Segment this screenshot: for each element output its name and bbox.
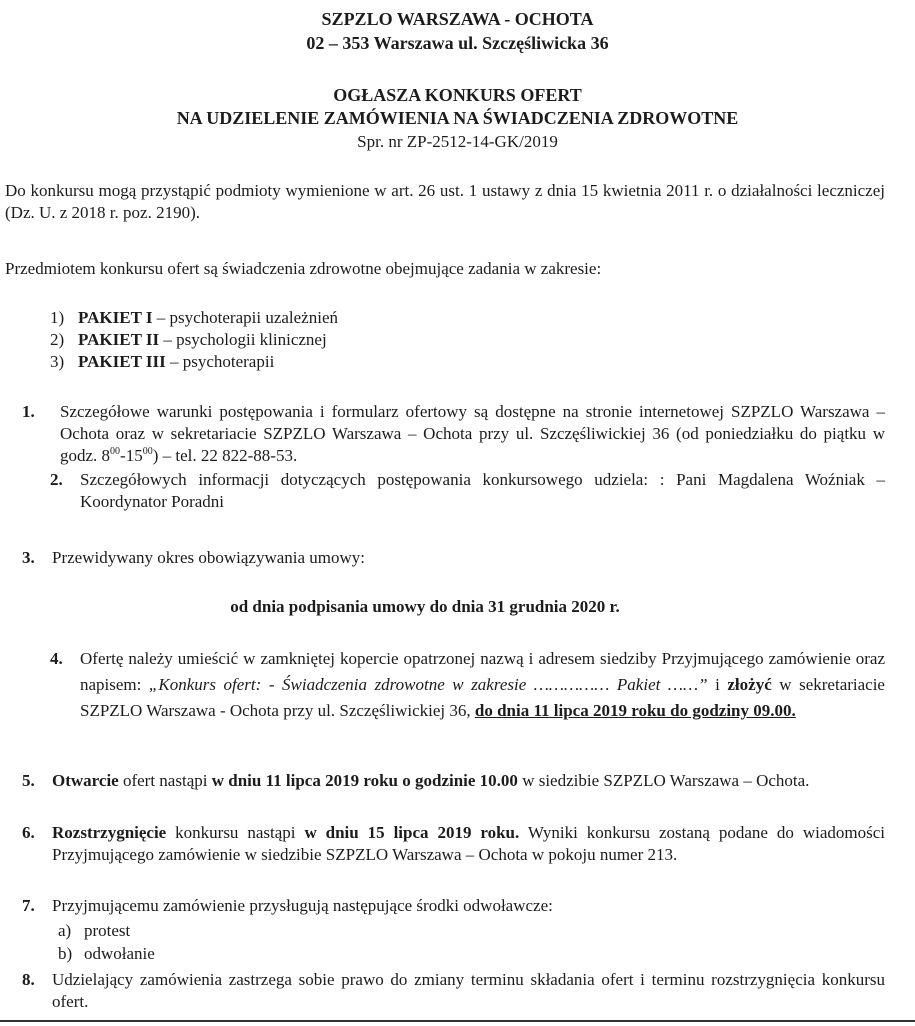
item-number: 1.: [22, 402, 35, 421]
item-text: Szczegółowych informacji dotyczących postępowania konkursowego udziela: : Pani Magdalena Woźniak – Koordynator Poradni: [80, 470, 885, 511]
condition-item-4: [50, 646, 885, 724]
package-number: 3): [50, 352, 65, 371]
condition-item-3: [22, 547, 885, 569]
condition-item-2: [50, 469, 885, 513]
eligibility-paragraph: Do konkursu mogą przystąpić podmioty wymienione w art. 26 ust. 1 ustawy z dnia 15 kwietnia 2011 r. o działalności leczniczej (Dz. U. z 2018 r. poz. 2190).: [5, 181, 885, 222]
package-description: psychologii klinicznej: [176, 330, 327, 349]
appeal-option: [58, 943, 155, 965]
condition-item-6: [22, 822, 885, 866]
opening-label: Otwarcie: [52, 771, 119, 790]
hours-to-superscript: 00: [142, 446, 153, 457]
item-text: Udzielający zamówienia zastrzega sobie prawo do zmiany terminu składania ofert i terminu rozstrzygnięcia konkursu ofert.: [52, 970, 885, 1011]
condition-item-7: [22, 895, 885, 917]
resolution-date: w dniu 15 lipca 2019 roku.: [304, 823, 520, 842]
item-text: ofert nastąpi: [118, 771, 212, 790]
submit-emphasis: złożyć: [727, 675, 772, 694]
submission-deadline: do dnia 11 lipca 2019 roku do godziny 09.00.: [474, 701, 796, 720]
item-text-location: w sekretariacie SZPZLO Warszawa - Ochota przy ul. Szczęśliwickiej 36,: [80, 675, 885, 720]
package-separator: –: [152, 308, 170, 327]
package-description: psychoterapii uzależnień: [169, 308, 338, 327]
item-number: 2.: [50, 470, 63, 489]
subject-paragraph: Przedmiotem konkursu ofert są świadczenia zdrowotne obejmujące zadania w zakresie:: [5, 259, 602, 278]
opening-date: w dniu 11 lipca 2019 roku o godzinie 10.00: [211, 771, 518, 790]
item-text: konkursu nastąpi: [166, 823, 305, 842]
package-number: 1): [50, 308, 65, 327]
package-description: psychoterapii: [182, 352, 275, 371]
item-text: Przewidywany okres obowiązywania umowy:: [52, 548, 366, 567]
item-text: Przyjmującemu zamówienie przysługują następujące środki odwoławcze:: [52, 896, 553, 915]
package-item: [50, 351, 274, 373]
item-number: 8.: [22, 970, 35, 989]
hours-from-superscript: 00: [110, 446, 121, 457]
item-text: Ofertę należy umieścić w zamkniętej kopercie opatrzonej nazwą i adresem siedziby Przyjmującego zamówienie oraz napisem:: [80, 649, 885, 694]
package-number: 2): [50, 330, 65, 349]
item-number: 7.: [22, 896, 35, 915]
contract-period: od dnia podpisania umowy do dnia 31 grudnia 2020 r.: [230, 597, 620, 616]
option-letter: b): [58, 944, 73, 963]
package-item: [50, 307, 338, 329]
item-text-end: Wyniki konkursu zostaną podane do wiadomości Przyjmującego zamówienie w siedzibie SZPZLO Warszawa – Ochota w pokoju numer 213.: [52, 823, 885, 864]
hours-separator: -15: [120, 446, 143, 465]
item-text-end: w siedzibie SZPZLO Warszawa – Ochota.: [517, 771, 810, 790]
item-number: 3.: [22, 548, 35, 567]
envelope-label-text: „Konkurs ofert: - Świadczenia zdrowotne w zakresie …………… Pakiet ……”: [148, 675, 708, 694]
package-name: PAKIET I: [78, 308, 153, 327]
item-number: 4.: [50, 649, 63, 668]
page-bottom-rule: [0, 1020, 915, 1022]
package-name: PAKIET III: [78, 352, 166, 371]
option-text: odwołanie: [84, 944, 155, 963]
item-number: 5.: [22, 771, 35, 790]
case-number: Spr. nr ZP-2512-14-GK/2019: [357, 132, 558, 151]
announcement-subtitle: NA UDZIELENIE ZAMÓWIENIA NA ŚWIADCZENIA ZDROWOTNE: [176, 108, 739, 128]
option-text: protest: [84, 921, 131, 940]
item-number: 6.: [22, 823, 35, 842]
option-letter: a): [58, 921, 72, 940]
item-text: Szczegółowe warunki postępowania i formularz ofertowy są dostępne na stronie internetowej SZPZLO Warszawa – Ochota oraz w sekretariacie SZPZLO Warszawa – Ochota przy ul. Szczęśliwickiej 36 (od poniedziałku do piątku w godz. 8: [60, 402, 885, 465]
appeal-option: [58, 920, 130, 942]
package-name: PAKIET II: [78, 330, 160, 349]
organization-address: 02 – 353 Warszawa ul. Szczęśliwicka 36: [306, 33, 609, 53]
item-text-mid: i: [707, 675, 728, 694]
organization-name: SZPZLO WARSZAWA - OCHOTA: [321, 9, 594, 29]
package-separator: –: [165, 352, 183, 371]
condition-item-8: [22, 969, 885, 1013]
announcement-title: OGŁASZA KONKURS OFERT: [333, 85, 582, 105]
resolution-label: Rozstrzygnięcie: [52, 823, 167, 842]
package-item: [50, 329, 327, 351]
package-separator: –: [159, 330, 177, 349]
item-text-end: ) – tel. 22 822-88-53.: [152, 446, 298, 465]
condition-item-1: [22, 401, 885, 467]
condition-item-5: [22, 770, 885, 792]
